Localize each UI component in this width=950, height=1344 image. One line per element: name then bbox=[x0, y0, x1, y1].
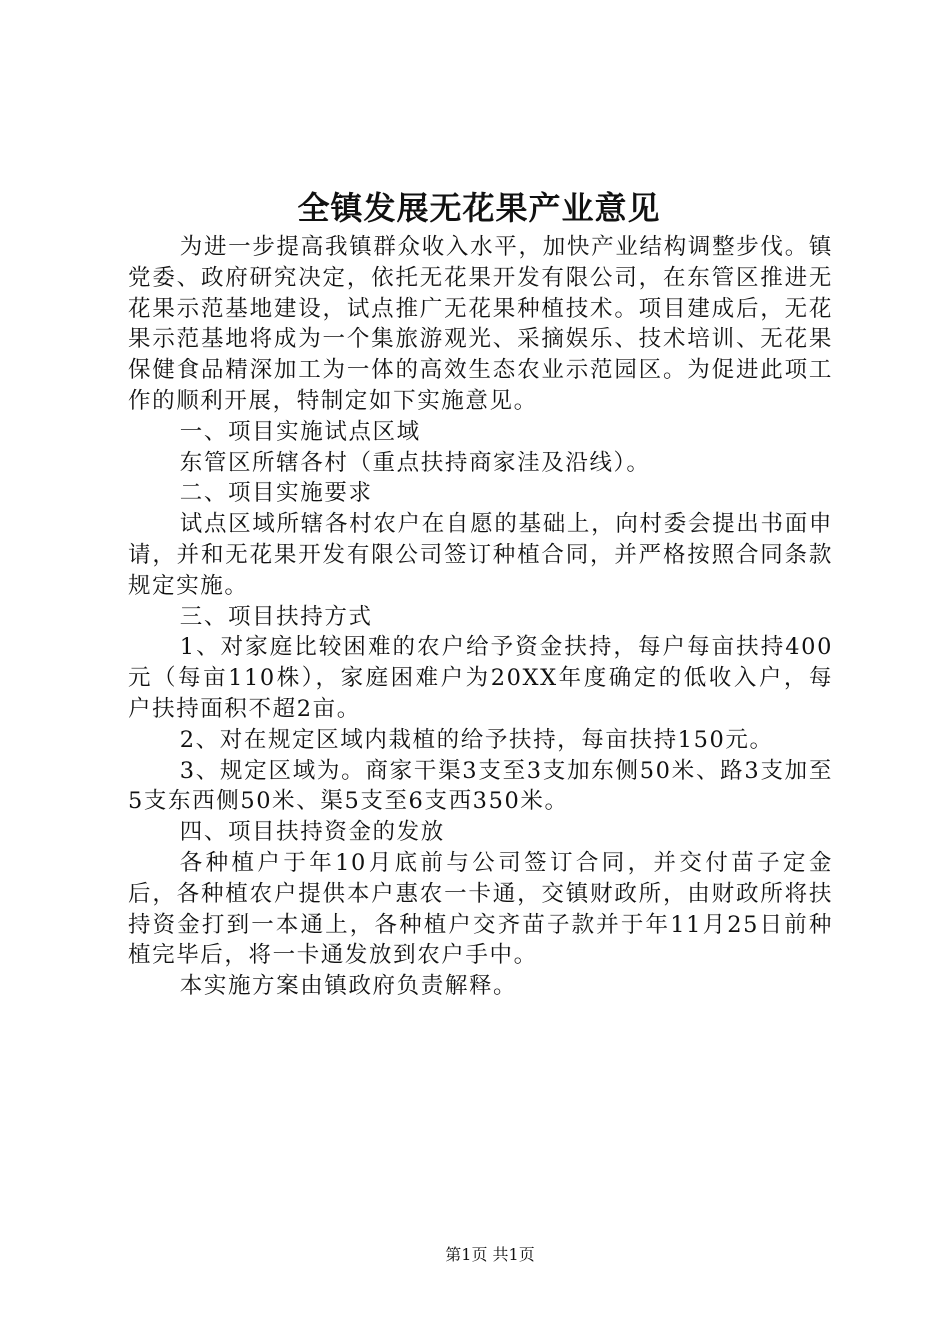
section-heading-1: 一、项目实施试点区域 bbox=[179, 418, 421, 445]
closing-paragraph: 本实施方案由镇政府负责解释。 bbox=[179, 973, 518, 1000]
section-heading-2: 二、项目实施要求 bbox=[179, 480, 373, 507]
page-footer: 第1页 共1页 bbox=[445, 1245, 535, 1264]
section-3-item-1: 1、对家庭比较困难的农户给予资金扶持，每户每亩扶持400元（每亩110株），家庭困难户为20XX年度确定的低收入户，每户扶持面积不超2亩。 bbox=[128, 634, 833, 722]
section-4-paragraph: 各种植户于年10月底前与公司签订合同，并交付苗子定金后，各种植农户提供本户惠农一卡通，交镇财政所，由财政所将扶持资金打到一本通上，各种植户交齐苗子款并于年11月25日前种植完毕后，将一卡通发放到农户手中。 bbox=[128, 849, 833, 969]
section-heading-3: 三、项目扶持方式 bbox=[179, 603, 373, 630]
section-3-item-2: 2、对在规定区域内栽植的给予扶持，每亩扶持150元。 bbox=[179, 726, 774, 753]
section-3-item-3: 3、规定区域为。商家干渠3支至3支加东侧50米、路3支加至5支东西侧50米、渠5支至6支西350米。 bbox=[128, 757, 833, 815]
intro-paragraph: 为进一步提高我镇群众收入水平，加快产业结构调整步伐。镇党委、政府研究决定，依托无花果开发有限公司，在东管区推进无花果示范基地建设，试点推广无花果种植技术。项目建成后，无花果示范基地将成为一个集旅游观光、采摘娱乐、技术培训、无花果保健食品精深加工为一体的高效生态农业示范园区。为促进此项工作的顺利开展，特制定如下实施意见。 bbox=[128, 234, 833, 414]
document-body bbox=[128, 232, 833, 1002]
section-1-paragraph: 东管区所辖各村（重点扶持商家洼及沿线）。 bbox=[179, 449, 651, 476]
section-2-paragraph: 试点区域所辖各村农户在自愿的基础上，向村委会提出书面申请，并和无花果开发有限公司签订种植合同，并严格按照合同条款规定实施。 bbox=[128, 511, 833, 599]
section-heading-4: 四、项目扶持资金的发放 bbox=[179, 819, 445, 846]
page-title: 全镇发展无花果产业意见 bbox=[297, 189, 661, 227]
